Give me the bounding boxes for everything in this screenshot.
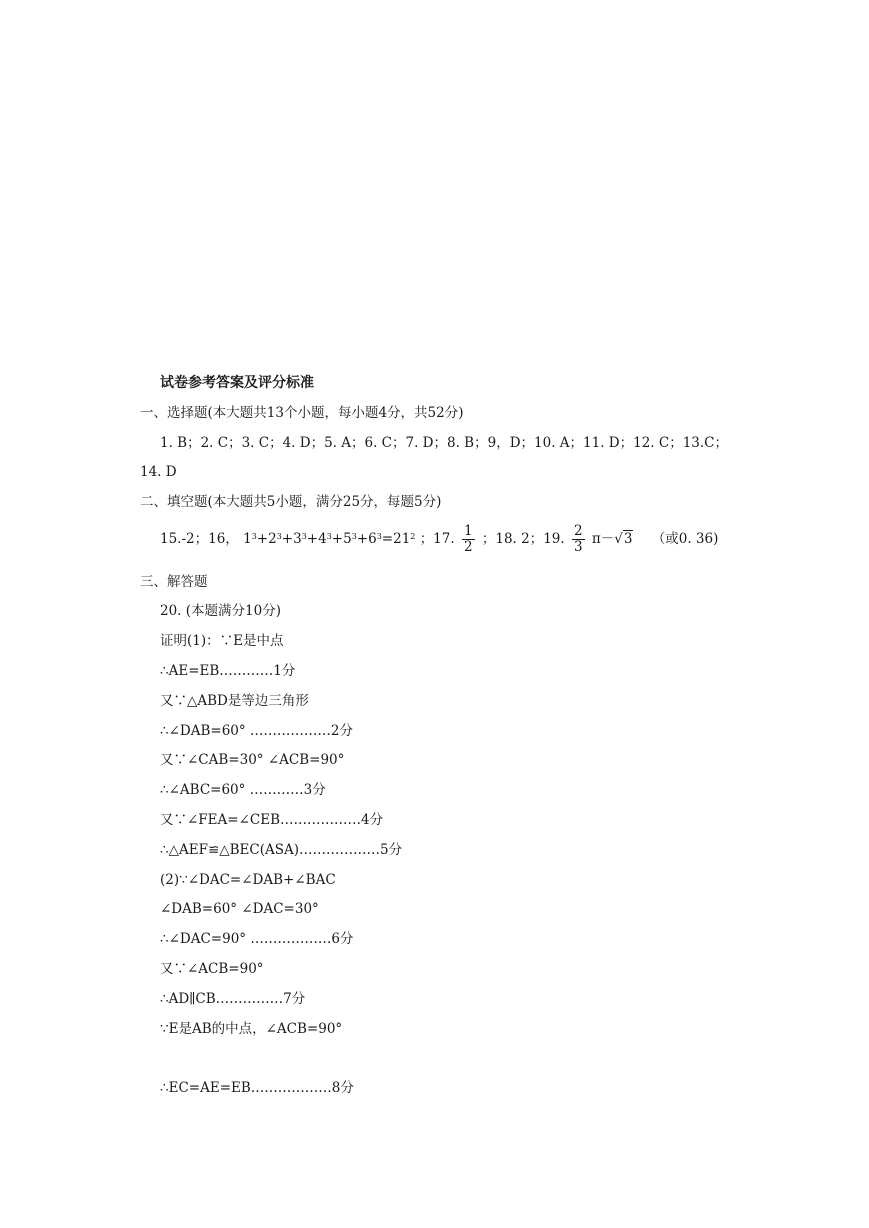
answer-q17-prefix: ；17.	[419, 531, 455, 547]
proof-line: ∴AE=EB…………1分	[160, 663, 296, 679]
answer-q19-alt: （或0. 36)	[651, 531, 719, 547]
proof-line: ∴∠ABC=60° …………3分	[160, 782, 326, 798]
proof-line: ∠DAB=60° ∠DAC=30°	[160, 901, 319, 917]
answer-q17-fraction: $\frac{1}{2}$	[463, 523, 473, 555]
proof-line: ∴EC=AE=EB………………8分	[160, 1080, 354, 1096]
proof-line: 证明(1)：∵E是中点	[160, 633, 284, 649]
sqrt-symbol: √3	[614, 531, 633, 547]
proof-line: 又∵∠ACB=90°	[160, 961, 264, 977]
answer-q19-pi: π－	[591, 531, 615, 547]
proof-line: ∴AD∥CB……………7分	[160, 991, 306, 1007]
section1-answers-line2: 14. D	[140, 464, 177, 480]
proof-line: ∴△AEF≌△BEC(ASA)………………5分	[160, 842, 403, 858]
section2-answers	[160, 521, 718, 557]
proof-line: 又∵△ABD是等边三角形	[160, 693, 309, 709]
proof-line: (2)∵∠DAC=∠DAB+∠BAC	[160, 872, 336, 888]
proof-line: 20. (本题满分10分)	[160, 603, 281, 619]
section1-heading: 一、选择题(本大题共13个小题，每小题4分，共52分)	[140, 405, 464, 421]
answer-q18: ；18. 2；19.	[481, 531, 565, 547]
proof-line: ∵E是AB的中点，∠ACB=90°	[160, 1021, 343, 1037]
section1-answers-line1: 1. B；2. C；3. C；4. D；5. A；6. C；7. D；8. B；9，D；10. A；11. D；12. C；13.C；	[160, 435, 728, 451]
proof-line: 又∵∠FEA=∠CEB………………4分	[160, 812, 384, 828]
section2-heading: 二、填空题(本大题共5小题，满分25分，每题5分)	[140, 494, 442, 510]
answer-q16: $1^3+2^3+3^3+4^3+5^3+6^3=21^2$	[243, 531, 416, 547]
section3-heading: 三、解答题	[140, 574, 208, 590]
answer-q15: 15.-2；16，	[160, 531, 239, 547]
document-title: 试卷参考答案及评分标准	[160, 375, 314, 391]
proof-line: ∴∠DAC=90° ………………6分	[160, 931, 354, 947]
proof-line: ∴∠DAB=60° ………………2分	[160, 723, 354, 739]
answer-q19-fraction: $\frac{2}{3}$	[573, 523, 583, 555]
proof-line: 又∵∠CAB=30° ∠ACB=90°	[160, 752, 345, 768]
